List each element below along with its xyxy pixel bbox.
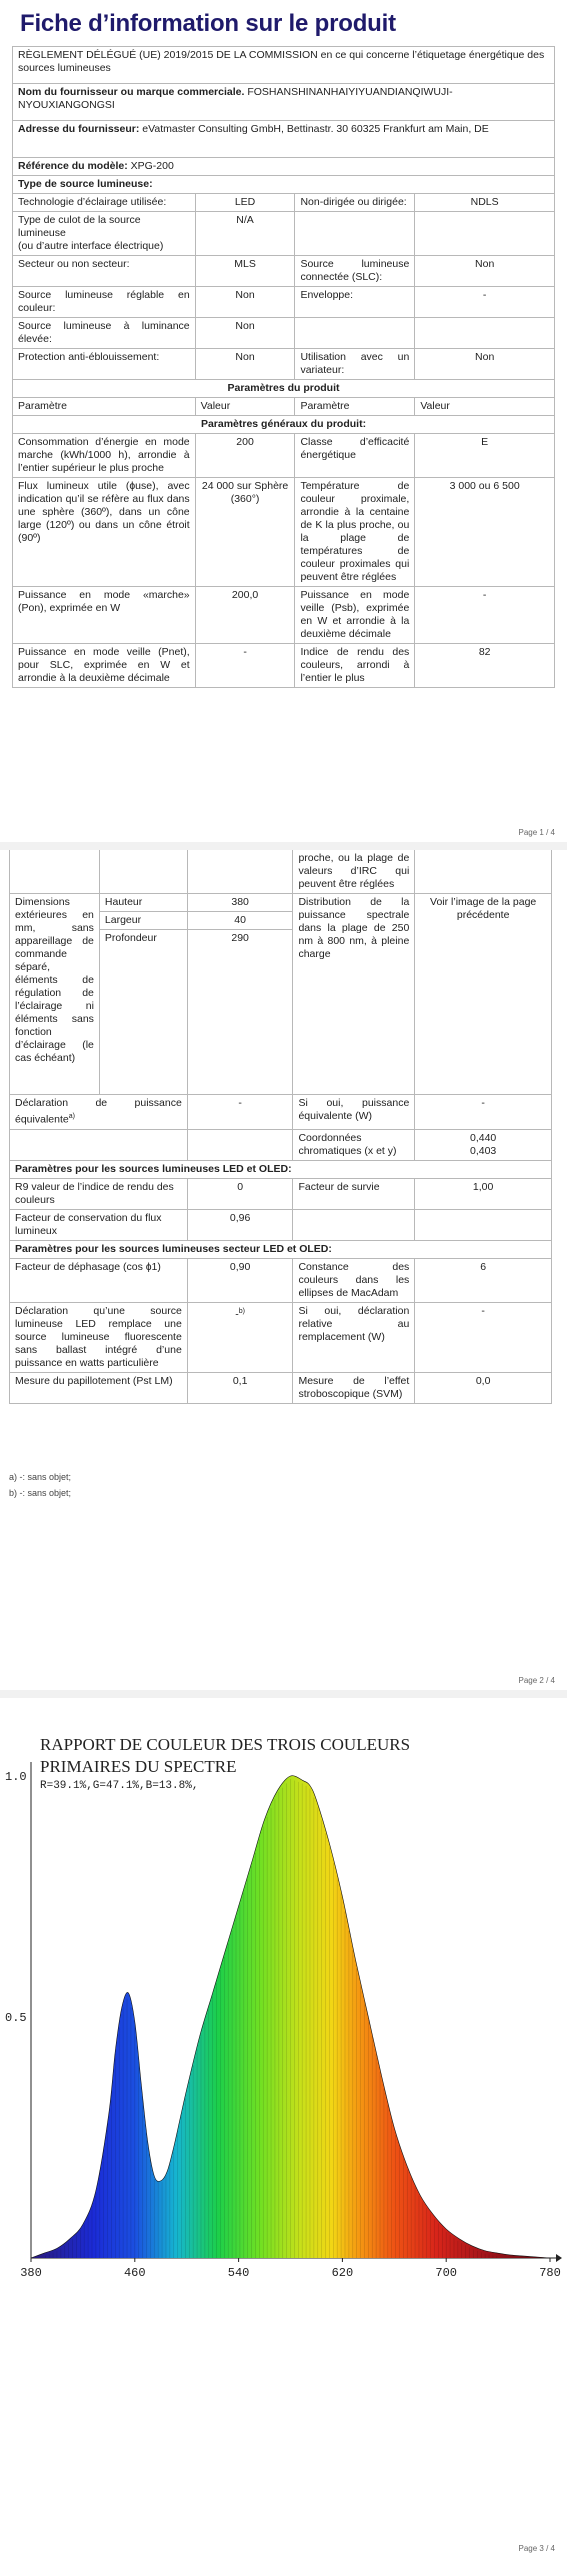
type-label: Technologie d’éclairage utilisée: <box>13 194 196 212</box>
supplier-label: Nom du fournisseur ou marque commerciale. <box>18 86 245 98</box>
dimension-value: 380 <box>187 894 293 912</box>
footnote-b: b) -: sans objet; <box>9 1488 72 1498</box>
empty-cell <box>293 1209 415 1240</box>
type-label: Enveloppe: <box>295 287 415 318</box>
type-label: Non-dirigée ou dirigée: <box>295 194 415 212</box>
supplier-row <box>13 84 555 121</box>
x-tick-label: 380 <box>20 2266 42 2280</box>
param-value: 82 <box>415 644 555 688</box>
type-value: - <box>415 287 555 318</box>
empty-cell <box>415 1209 552 1240</box>
footnote-marker: b) <box>238 1307 245 1315</box>
chromaticity-x: 0,440 <box>470 1131 497 1144</box>
param-value: 200 <box>195 434 295 478</box>
spectral-value: Voir l’image de la page précédente <box>415 894 552 1095</box>
dimension-label: Largeur <box>99 912 187 930</box>
base-type-sublabel: (ou d’autre interface électrique) <box>18 240 164 252</box>
param-label: Classe d’efficacité énergétique <box>295 434 415 478</box>
param-value: 200,0 <box>195 587 295 644</box>
type-label <box>295 212 415 256</box>
flicker-label: Mesure du papillotement (Pst LM) <box>10 1372 188 1403</box>
empty-cell <box>187 850 293 894</box>
page-3 <box>0 1698 567 2560</box>
equiv-power-w-value: - <box>415 1095 552 1130</box>
type-label: Utilisation avec un variateur: <box>295 349 415 380</box>
type-label: Secteur ou non secteur: <box>13 256 196 287</box>
dimension-label: Hauteur <box>99 894 187 912</box>
model-row <box>13 158 555 176</box>
param-label: Flux lumineux utile (ɸuse), avec indication qu’il se réfère au flux dans une sphère (360º), dans un cône large (120º) ou dans un cône étroit (90º) <box>13 478 196 587</box>
page-number: Page 2 / 4 <box>518 1676 555 1685</box>
phase-factor-value: 0,90 <box>187 1258 293 1302</box>
y-tick-label: 0.5 <box>5 2011 27 2025</box>
cri-label-continued: proche, ou la plage de valeurs d’IRC qui peuvent être réglées <box>293 850 415 894</box>
type-label: Protection anti-éblouissement: <box>13 349 196 380</box>
page-1 <box>0 0 567 850</box>
chromaticity-label: Coordonnées chromatiques (x et y) <box>293 1129 415 1160</box>
param-label: Consommation d’énergie en mode marche (kWh/1000 h), arrondie à l’entier supérieur le plus proche <box>13 434 196 478</box>
type-value: N/A <box>195 212 295 256</box>
type-value: Non <box>195 349 295 380</box>
general-header: Paramètres généraux du produit: <box>13 416 555 434</box>
empty-cell <box>10 850 100 894</box>
type-value: Non <box>195 318 295 349</box>
type-label: Source lumineuse réglable en couleur: <box>13 287 196 318</box>
chart-title-line-2: PRIMAIRES DU SPECTRE <box>40 1757 237 1776</box>
flux-maintenance-value: 0,96 <box>187 1209 293 1240</box>
chromaticity-y: 0,403 <box>470 1144 497 1157</box>
footnote-marker: a) <box>68 1113 75 1120</box>
dimension-value: 40 <box>187 912 293 930</box>
empty-cell <box>187 1129 293 1160</box>
empty-cell <box>99 850 187 894</box>
y-tick-labels <box>5 1770 27 2025</box>
params-header: Paramètres du produit <box>13 380 555 398</box>
base-type-label: Type de culot de la source lumineuse <box>18 214 141 239</box>
replacement-value: - <box>235 1308 239 1320</box>
address-label: Adresse du fournisseur: <box>18 123 140 135</box>
type-value: NDLS <box>415 194 555 212</box>
model-value: XPG-200 <box>130 160 174 172</box>
chromaticity-value <box>415 1129 552 1160</box>
x-tick-label: 460 <box>123 2266 146 2280</box>
param-label: Température de couleur proximale, arrondie à la centaine de K la plus proche, ou la plage de températures de couleur proximales qui peuvent être réglées <box>295 478 415 587</box>
replacement-label: Déclaration qu’une source lumineuse LED remplace une source lumineuse fluorescente sans ballast intégré d’une puissance en watts particulière <box>10 1302 188 1372</box>
survival-label: Facteur de survie <box>293 1178 415 1209</box>
address-value: eVatmaster Consulting GmbH, Bettinastr. 30 60325 Frankfurt am Main, DE <box>142 123 489 135</box>
type-value: LED <box>195 194 295 212</box>
param-value: 24 000 sur Sphère (360°) <box>195 478 295 587</box>
param-value: 3 000 ou 6 500 <box>415 478 555 587</box>
type-value <box>415 318 555 349</box>
footnote-a: a) -: sans objet; <box>9 1472 72 1482</box>
type-label: Source lumineuse connectée (SLC): <box>295 256 415 287</box>
column-header-param: Paramètre <box>295 398 415 416</box>
x-tick-label: 700 <box>435 2266 458 2280</box>
empty-cell <box>415 850 552 894</box>
x-axis-arrow-icon <box>556 2254 562 2262</box>
type-header: Type de source lumineuse: <box>13 176 555 194</box>
product-info-table <box>12 46 555 688</box>
x-tick-label: 620 <box>331 2266 354 2280</box>
type-label: Source lumineuse à luminance élevée: <box>13 318 196 349</box>
replacement-w-label: Si oui, déclaration relative au remplacement (W) <box>293 1302 415 1372</box>
address-row <box>13 121 555 158</box>
page-title: Fiche d’information sur le produit <box>20 10 396 37</box>
dimension-label: Profondeur <box>99 930 187 1095</box>
dimensions-label: Dimensions extérieures en mm, sans appareillage de commande séparé, éléments de régulation de l’éclairage ni éléments sans fonction d’éclairage (le cas échéant) <box>10 894 100 1095</box>
survival-value: 1,00 <box>415 1178 552 1209</box>
page-separator <box>0 842 567 850</box>
spectral-label: Distribution de la puissance spectrale dans la plage de 250 nm à 800 nm, à pleine charge <box>293 894 415 1095</box>
param-label: Puissance en mode veille (Pnet), pour SLC, exprimée en W et arrondie à la deuxième décimale <box>13 644 196 688</box>
type-label <box>13 212 196 256</box>
stroboscopic-label: Mesure de l’effet stroboscopique (SVM) <box>293 1372 415 1403</box>
regulation-text: RÈGLEMENT DÉLÉGUÉ (UE) 2019/2015 DE LA COMMISSION en ce qui concerne l’étiquetage énergétique des sources lumineuses <box>13 47 555 84</box>
mains-params-header: Paramètres pour les sources lumineuses secteur LED et OLED: <box>10 1240 552 1258</box>
type-value: Non <box>415 349 555 380</box>
column-header-value: Valeur <box>415 398 555 416</box>
replacement-value-cell <box>187 1302 293 1372</box>
type-label <box>295 318 415 349</box>
type-value <box>415 212 555 256</box>
param-label: Puissance en mode «marche» (Pon), exprimée en W <box>13 587 196 644</box>
flicker-value: 0,1 <box>187 1372 293 1403</box>
page-2 <box>0 850 567 1698</box>
spectrum-chart <box>0 1698 567 2560</box>
column-header-value: Valeur <box>195 398 295 416</box>
x-tick-label: 540 <box>227 2266 250 2280</box>
param-label: Indice de rendu des couleurs, arrondi à l’entier le plus <box>295 644 415 688</box>
param-label: Puissance en mode veille (Psb), exprimée en W et arrondie à la deuxième décimale <box>295 587 415 644</box>
r9-label: R9 valeur de l’indice de rendu des couleurs <box>10 1178 188 1209</box>
macadam-value: 6 <box>415 1258 552 1302</box>
macadam-label: Constance des couleurs dans les ellipses de MacAdam <box>293 1258 415 1302</box>
dimension-value: 290 <box>187 930 293 1095</box>
page-number: Page 1 / 4 <box>518 828 555 837</box>
equiv-power-value: - <box>187 1095 293 1130</box>
param-value: - <box>195 644 295 688</box>
param-value: E <box>415 434 555 478</box>
page-number: Page 3 / 4 <box>518 2544 555 2553</box>
equiv-power-label: Déclaration de puissance équivalente <box>15 1097 182 1126</box>
equiv-power-w-label: Si oui, puissance équivalente (W) <box>293 1095 415 1130</box>
phase-factor-label: Facteur de déphasage (cos ɸ1) <box>10 1258 188 1302</box>
equiv-power-cell <box>10 1095 188 1130</box>
stroboscopic-value: 0,0 <box>415 1372 552 1403</box>
empty-cell <box>10 1129 188 1160</box>
replacement-w-value: - <box>415 1302 552 1372</box>
x-tick-label: 780 <box>539 2266 561 2280</box>
model-label: Référence du modèle: <box>18 160 128 172</box>
flux-maintenance-label: Facteur de conservation du flux lumineux <box>10 1209 188 1240</box>
led-params-header: Paramètres pour les sources lumineuses LED et OLED: <box>10 1160 552 1178</box>
chart-subtitle: R=39.1%,G=47.1%,B=13.8%, <box>40 1780 199 1792</box>
x-tick-labels <box>20 2258 561 2280</box>
page-separator <box>0 1690 567 1698</box>
product-info-table-continued <box>9 850 552 1404</box>
param-value: - <box>415 587 555 644</box>
r9-value: 0 <box>187 1178 293 1209</box>
supplier-value: FOSHANSHINANHAIYIYUANDIANQIWUJI-NYOUXIANGONGSI <box>18 86 453 111</box>
column-header-param: Paramètre <box>13 398 196 416</box>
chart-title-line-1: RAPPORT DE COULEUR DES TROIS COULEURS <box>40 1735 411 1754</box>
type-value: Non <box>195 287 295 318</box>
y-tick-label: 1.0 <box>5 1770 27 1784</box>
type-value: Non <box>415 256 555 287</box>
type-value: MLS <box>195 256 295 287</box>
